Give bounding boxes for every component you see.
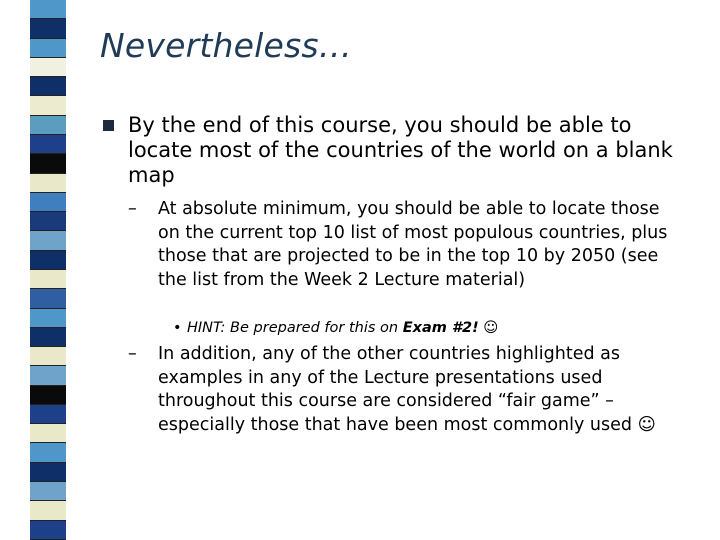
stripe-block bbox=[30, 0, 66, 19]
stripe-block bbox=[30, 270, 66, 289]
stripe-block bbox=[30, 482, 66, 501]
stripe-block bbox=[30, 424, 66, 443]
stripe-block bbox=[30, 154, 66, 173]
stripe-block bbox=[30, 174, 66, 193]
stripe-block bbox=[30, 193, 66, 212]
hint-text bbox=[187, 318, 498, 338]
stripe-block bbox=[30, 39, 66, 58]
stripe-block bbox=[30, 521, 66, 540]
hint-exam: Exam #2! bbox=[402, 320, 479, 336]
stripe-block bbox=[30, 347, 66, 366]
square-bullet-icon bbox=[103, 120, 114, 131]
smiley-icon: ☺ bbox=[637, 414, 656, 435]
dot-bullet-icon: • bbox=[173, 320, 182, 336]
stripe-block bbox=[30, 96, 66, 115]
stripe-block bbox=[30, 77, 66, 96]
stripe-block bbox=[30, 251, 66, 270]
decorative-stripe bbox=[30, 0, 66, 540]
stripe-block bbox=[30, 386, 66, 405]
stripe-block bbox=[30, 309, 66, 328]
stripe-block bbox=[30, 289, 66, 308]
sub-bullet-addition bbox=[158, 343, 668, 437]
stripe-block bbox=[30, 135, 66, 154]
slide-title: Nevertheless… bbox=[100, 26, 353, 65]
smiley-icon: ☺ bbox=[483, 320, 499, 336]
stripe-block bbox=[30, 443, 66, 462]
stripe-block bbox=[30, 116, 66, 135]
stripe-block bbox=[30, 501, 66, 520]
hint-prefix: HINT: Be prepared for this on bbox=[187, 320, 403, 336]
stripe-block bbox=[30, 405, 66, 424]
stripe-block bbox=[30, 19, 66, 38]
stripe-block bbox=[30, 463, 66, 482]
sub-bullet-minimum: At absolute minimum, you should be able to locate those on the current top 10 list of most populous countries, plus those that are projected to be in the top 10 by 2050 (see the list from the Week 2 Lecture material) bbox=[158, 199, 668, 290]
stripe-block bbox=[30, 231, 66, 250]
dash-bullet-icon: – bbox=[128, 199, 137, 219]
main-bullet-text: By the end of this course, you should be able to locate most of the countries of the world on a blank map bbox=[128, 113, 673, 187]
stripe-block bbox=[30, 58, 66, 77]
sub-bullet-addition-text: In addition, any of the other countries highlighted as examples in any of the Lecture presentations used throughout this course are considered “fair game” – especially those that have been most commonly used bbox=[158, 344, 632, 435]
stripe-block bbox=[30, 212, 66, 231]
stripe-block bbox=[30, 328, 66, 347]
dash-bullet-icon: – bbox=[128, 344, 137, 364]
stripe-block bbox=[30, 366, 66, 385]
